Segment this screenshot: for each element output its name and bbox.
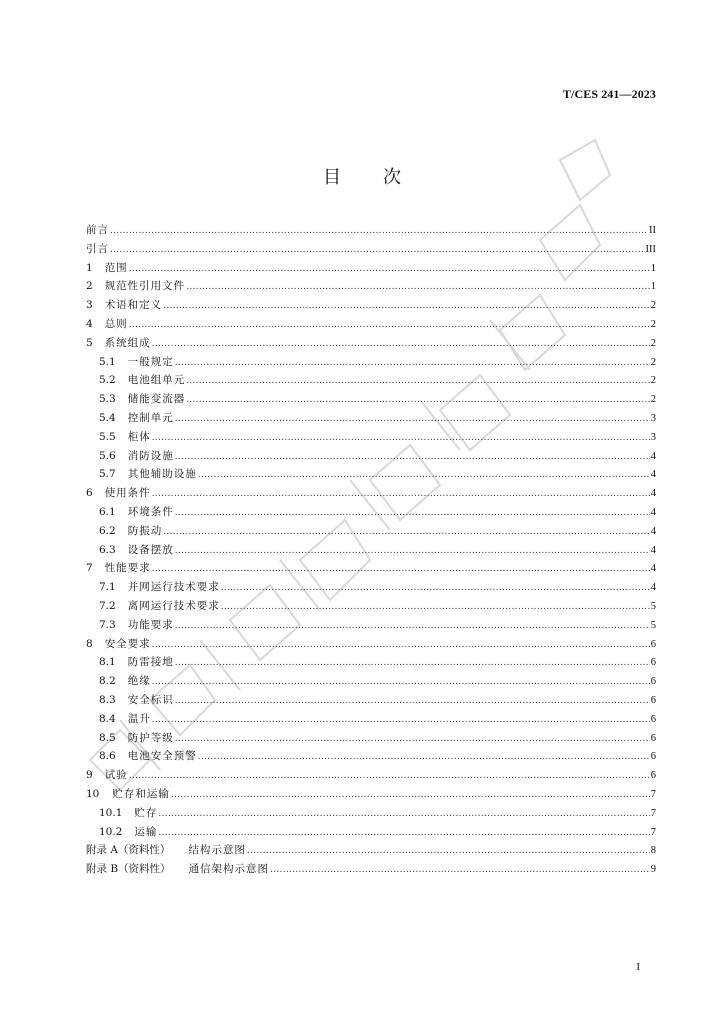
toc-entry-label: 安全要求 xyxy=(104,637,151,650)
toc-entry-number: 8 xyxy=(86,637,93,650)
dot-leader xyxy=(152,710,650,730)
toc-entry-number: 5.4 xyxy=(99,411,116,424)
dot-leader xyxy=(270,860,650,880)
toc-entry-page: 4 xyxy=(650,506,656,518)
toc-entry-number: 6 xyxy=(86,487,93,500)
toc-entry-page: 4 xyxy=(650,488,656,500)
dot-leader xyxy=(175,653,650,673)
toc-entry-number: 6.1 xyxy=(99,505,116,518)
toc-entry-number: 10.2 xyxy=(99,825,123,838)
toc-entry-number: 8.4 xyxy=(99,712,116,725)
dot-leader xyxy=(152,559,650,579)
toc-entry-page: 6 xyxy=(650,770,656,782)
toc-entry[interactable] xyxy=(86,616,656,635)
toc-entry-number: 8.3 xyxy=(99,693,116,706)
toc-entry-label: 储能变流器 xyxy=(127,393,186,406)
toc-entry-label: 环境条件 xyxy=(127,505,174,518)
toc-entry[interactable] xyxy=(86,371,656,390)
toc-entry-page: 9 xyxy=(650,864,656,876)
toc-entry-label: 离网运行技术要求 xyxy=(127,599,220,612)
toc-entry[interactable] xyxy=(86,785,656,804)
toc-entry-page: 6 xyxy=(650,713,656,725)
toc-entry-label: 防护等级 xyxy=(127,731,174,744)
toc-entry[interactable] xyxy=(86,465,656,484)
toc-entry[interactable] xyxy=(86,804,656,823)
dot-leader xyxy=(186,277,650,297)
toc-entry-page: 2 xyxy=(650,356,656,368)
toc-entry-page: 6 xyxy=(650,732,656,744)
toc-entry-number: 3 xyxy=(86,299,93,312)
toc-entry[interactable] xyxy=(86,334,656,353)
toc-entry[interactable] xyxy=(86,653,656,672)
toc-entry-page: 6 xyxy=(650,751,656,763)
toc-entry-label: 引言 xyxy=(86,242,109,255)
toc-entry-number: 1 xyxy=(86,261,93,274)
toc-entry-page: 6 xyxy=(650,638,656,650)
toc-entry-label: 其他辅助设施 xyxy=(127,468,197,481)
dot-leader xyxy=(152,334,650,354)
toc-entry[interactable] xyxy=(86,296,656,315)
toc-entry-page: II xyxy=(649,225,656,236)
dot-leader xyxy=(175,541,650,561)
toc-entry-label: 术语和定义 xyxy=(104,299,163,312)
toc-entry-page: 1 xyxy=(650,281,656,293)
dot-leader xyxy=(129,259,650,279)
toc-entry[interactable] xyxy=(86,729,656,748)
toc-entry-page: 2 xyxy=(650,337,656,349)
toc-entry-label: 通信架构示意图 xyxy=(188,863,270,876)
title-char-2: 次 xyxy=(383,167,401,188)
toc-entry[interactable] xyxy=(86,541,656,560)
dot-leader xyxy=(158,804,649,824)
toc-entry-label: 绝缘 xyxy=(127,675,151,688)
toc-entry-label: 性能要求 xyxy=(104,562,151,575)
toc-entry-page: 5 xyxy=(650,619,656,631)
toc-entry-label: 前言 xyxy=(86,224,109,236)
toc-entry-page: 3 xyxy=(650,431,656,443)
dot-leader xyxy=(171,785,650,805)
toc-entry-page: 6 xyxy=(650,657,656,669)
toc-entry-page: 2 xyxy=(650,375,656,387)
dot-leader xyxy=(110,240,645,260)
toc-entry-number: 8.1 xyxy=(99,656,116,669)
toc-entry[interactable] xyxy=(86,277,656,296)
toc-entry-label: 总则 xyxy=(104,317,128,330)
dot-leader xyxy=(152,635,650,655)
dot-leader xyxy=(221,578,650,598)
dot-leader xyxy=(129,315,650,335)
toc-entry[interactable] xyxy=(86,259,656,278)
toc-entry-page: 4 xyxy=(650,525,656,537)
toc-entry-label: 消防设施 xyxy=(127,449,174,462)
toc-entry-label: 功能要求 xyxy=(127,618,174,631)
dot-leader xyxy=(221,597,650,617)
toc-entry-number: 10.1 xyxy=(99,806,123,819)
toc-entry[interactable] xyxy=(86,841,656,860)
dot-leader xyxy=(152,484,650,504)
toc-entry-label: 使用条件 xyxy=(104,487,151,500)
toc-entry-number: 5.2 xyxy=(99,374,116,387)
toc-entry[interactable] xyxy=(86,559,656,578)
dot-leader xyxy=(158,823,649,843)
toc-entry-label: 规范性引用文件 xyxy=(104,280,186,293)
toc-entry[interactable] xyxy=(86,409,656,428)
toc-entry-number: 8.6 xyxy=(99,750,116,763)
dot-leader xyxy=(175,616,650,636)
toc-entry-label: 贮存和运输 xyxy=(112,787,170,800)
toc-entry[interactable] xyxy=(86,710,656,729)
dot-leader xyxy=(163,522,650,542)
toc-entry[interactable] xyxy=(86,823,656,842)
toc-entry-number: 5.6 xyxy=(99,449,116,462)
toc-entry-page: 7 xyxy=(650,826,656,838)
toc-entry-number: 8.5 xyxy=(99,731,116,744)
toc-entry[interactable] xyxy=(86,390,656,409)
toc-entry-number: 2 xyxy=(86,280,93,293)
toc-entry-label: 贮存 xyxy=(134,806,158,819)
toc-entry-label: 范围 xyxy=(104,261,128,274)
toc-entry[interactable] xyxy=(86,597,656,616)
table-of-contents xyxy=(86,221,656,879)
toc-entry-page: 5 xyxy=(650,600,656,612)
toc-entry-label: 试验 xyxy=(104,769,128,782)
toc-entry-page: 2 xyxy=(650,394,656,406)
toc-entry-number: 4 xyxy=(86,317,93,330)
toc-entry[interactable] xyxy=(86,484,656,503)
toc-entry-page: 7 xyxy=(650,807,656,819)
toc-entry-page: 4 xyxy=(650,469,656,481)
dot-leader xyxy=(198,465,650,485)
dot-leader xyxy=(163,296,650,316)
toc-entry[interactable] xyxy=(86,447,656,466)
toc-entry-number: 附录 B（资料性） xyxy=(86,863,171,876)
toc-entry-page: 6 xyxy=(650,676,656,688)
toc-entry[interactable] xyxy=(86,635,656,654)
toc-entry-page: 6 xyxy=(650,694,656,706)
dot-leader xyxy=(186,371,650,391)
dot-leader xyxy=(175,353,650,373)
toc-entry-number: 5.1 xyxy=(99,355,116,368)
toc-entry-number: 10 xyxy=(86,787,100,800)
toc-entry-page: 3 xyxy=(650,412,656,424)
page-title xyxy=(0,163,724,189)
toc-entry-number: 7.3 xyxy=(99,618,116,631)
toc-entry-page: 4 xyxy=(650,563,656,575)
dot-leader xyxy=(175,729,650,749)
toc-entry-page: 4 xyxy=(650,544,656,556)
dot-leader xyxy=(175,691,650,711)
dot-leader xyxy=(129,766,650,786)
toc-entry-label: 安全标识 xyxy=(127,693,174,706)
toc-entry-label: 设备摆放 xyxy=(127,543,174,556)
toc-entry[interactable] xyxy=(86,747,656,766)
toc-entry-page: 7 xyxy=(650,788,656,800)
toc-entry-number: 8.2 xyxy=(99,675,116,688)
toc-entry-label: 一般规定 xyxy=(127,355,174,368)
toc-entry-page: 4 xyxy=(650,450,656,462)
dot-leader xyxy=(152,672,650,692)
toc-entry[interactable] xyxy=(86,428,656,447)
toc-entry-label: 控制单元 xyxy=(127,411,174,424)
toc-entry-label: 柜体 xyxy=(127,430,151,443)
dot-leader xyxy=(175,503,650,523)
toc-entry[interactable] xyxy=(86,240,656,259)
toc-entry[interactable] xyxy=(86,315,656,334)
toc-entry-label: 并网运行技术要求 xyxy=(127,581,220,594)
toc-entry-page: 2 xyxy=(650,318,656,330)
toc-entry[interactable] xyxy=(86,503,656,522)
toc-entry-page: 1 xyxy=(650,262,656,274)
toc-entry[interactable] xyxy=(86,766,656,785)
toc-entry[interactable] xyxy=(86,353,656,372)
toc-entry-page: III xyxy=(645,243,656,255)
toc-entry-number: 5 xyxy=(86,336,93,349)
toc-entry-number: 7.1 xyxy=(99,581,116,594)
toc-entry-label: 系统组成 xyxy=(104,336,151,349)
toc-entry[interactable] xyxy=(86,672,656,691)
toc-entry[interactable] xyxy=(86,860,656,879)
document-code: T/CES 241—2023 xyxy=(562,87,656,101)
dot-leader xyxy=(175,447,650,467)
toc-entry[interactable] xyxy=(86,578,656,597)
toc-entry-number: 9 xyxy=(86,769,93,782)
page-number: I xyxy=(636,961,640,973)
dot-leader xyxy=(152,428,650,448)
toc-entry-number: 5.5 xyxy=(99,430,116,443)
toc-entry-number: 6.2 xyxy=(99,524,116,537)
toc-entry-label: 电池组单元 xyxy=(127,374,186,387)
toc-entry-number: 7 xyxy=(86,562,93,575)
dot-leader xyxy=(175,409,650,429)
title-char-1: 目 xyxy=(323,167,341,188)
toc-entry-label: 防振动 xyxy=(127,524,163,537)
toc-entry-number: 5.3 xyxy=(99,393,116,406)
toc-entry[interactable] xyxy=(86,522,656,541)
toc-entry-page: 2 xyxy=(650,300,656,312)
toc-entry-page: 8 xyxy=(650,845,656,857)
dot-leader xyxy=(247,841,650,861)
dot-leader xyxy=(198,747,650,767)
toc-entry-label: 温升 xyxy=(127,712,151,725)
toc-entry-label: 运输 xyxy=(134,825,158,838)
toc-entry-label: 防雷接地 xyxy=(127,656,174,669)
dot-leader xyxy=(186,390,650,410)
toc-entry-label: 结构示意图 xyxy=(188,844,246,857)
toc-entry-number: 7.2 xyxy=(99,599,116,612)
toc-entry-label: 电池安全预警 xyxy=(127,750,197,763)
toc-entry[interactable] xyxy=(86,691,656,710)
dot-leader xyxy=(110,221,648,241)
toc-entry-number: 附录 A（资料性） xyxy=(86,844,171,857)
toc-entry-number: 6.3 xyxy=(99,543,116,556)
toc-entry-number: 5.7 xyxy=(99,468,116,481)
toc-entry-page: 4 xyxy=(650,582,656,594)
toc-entry[interactable] xyxy=(86,221,656,240)
